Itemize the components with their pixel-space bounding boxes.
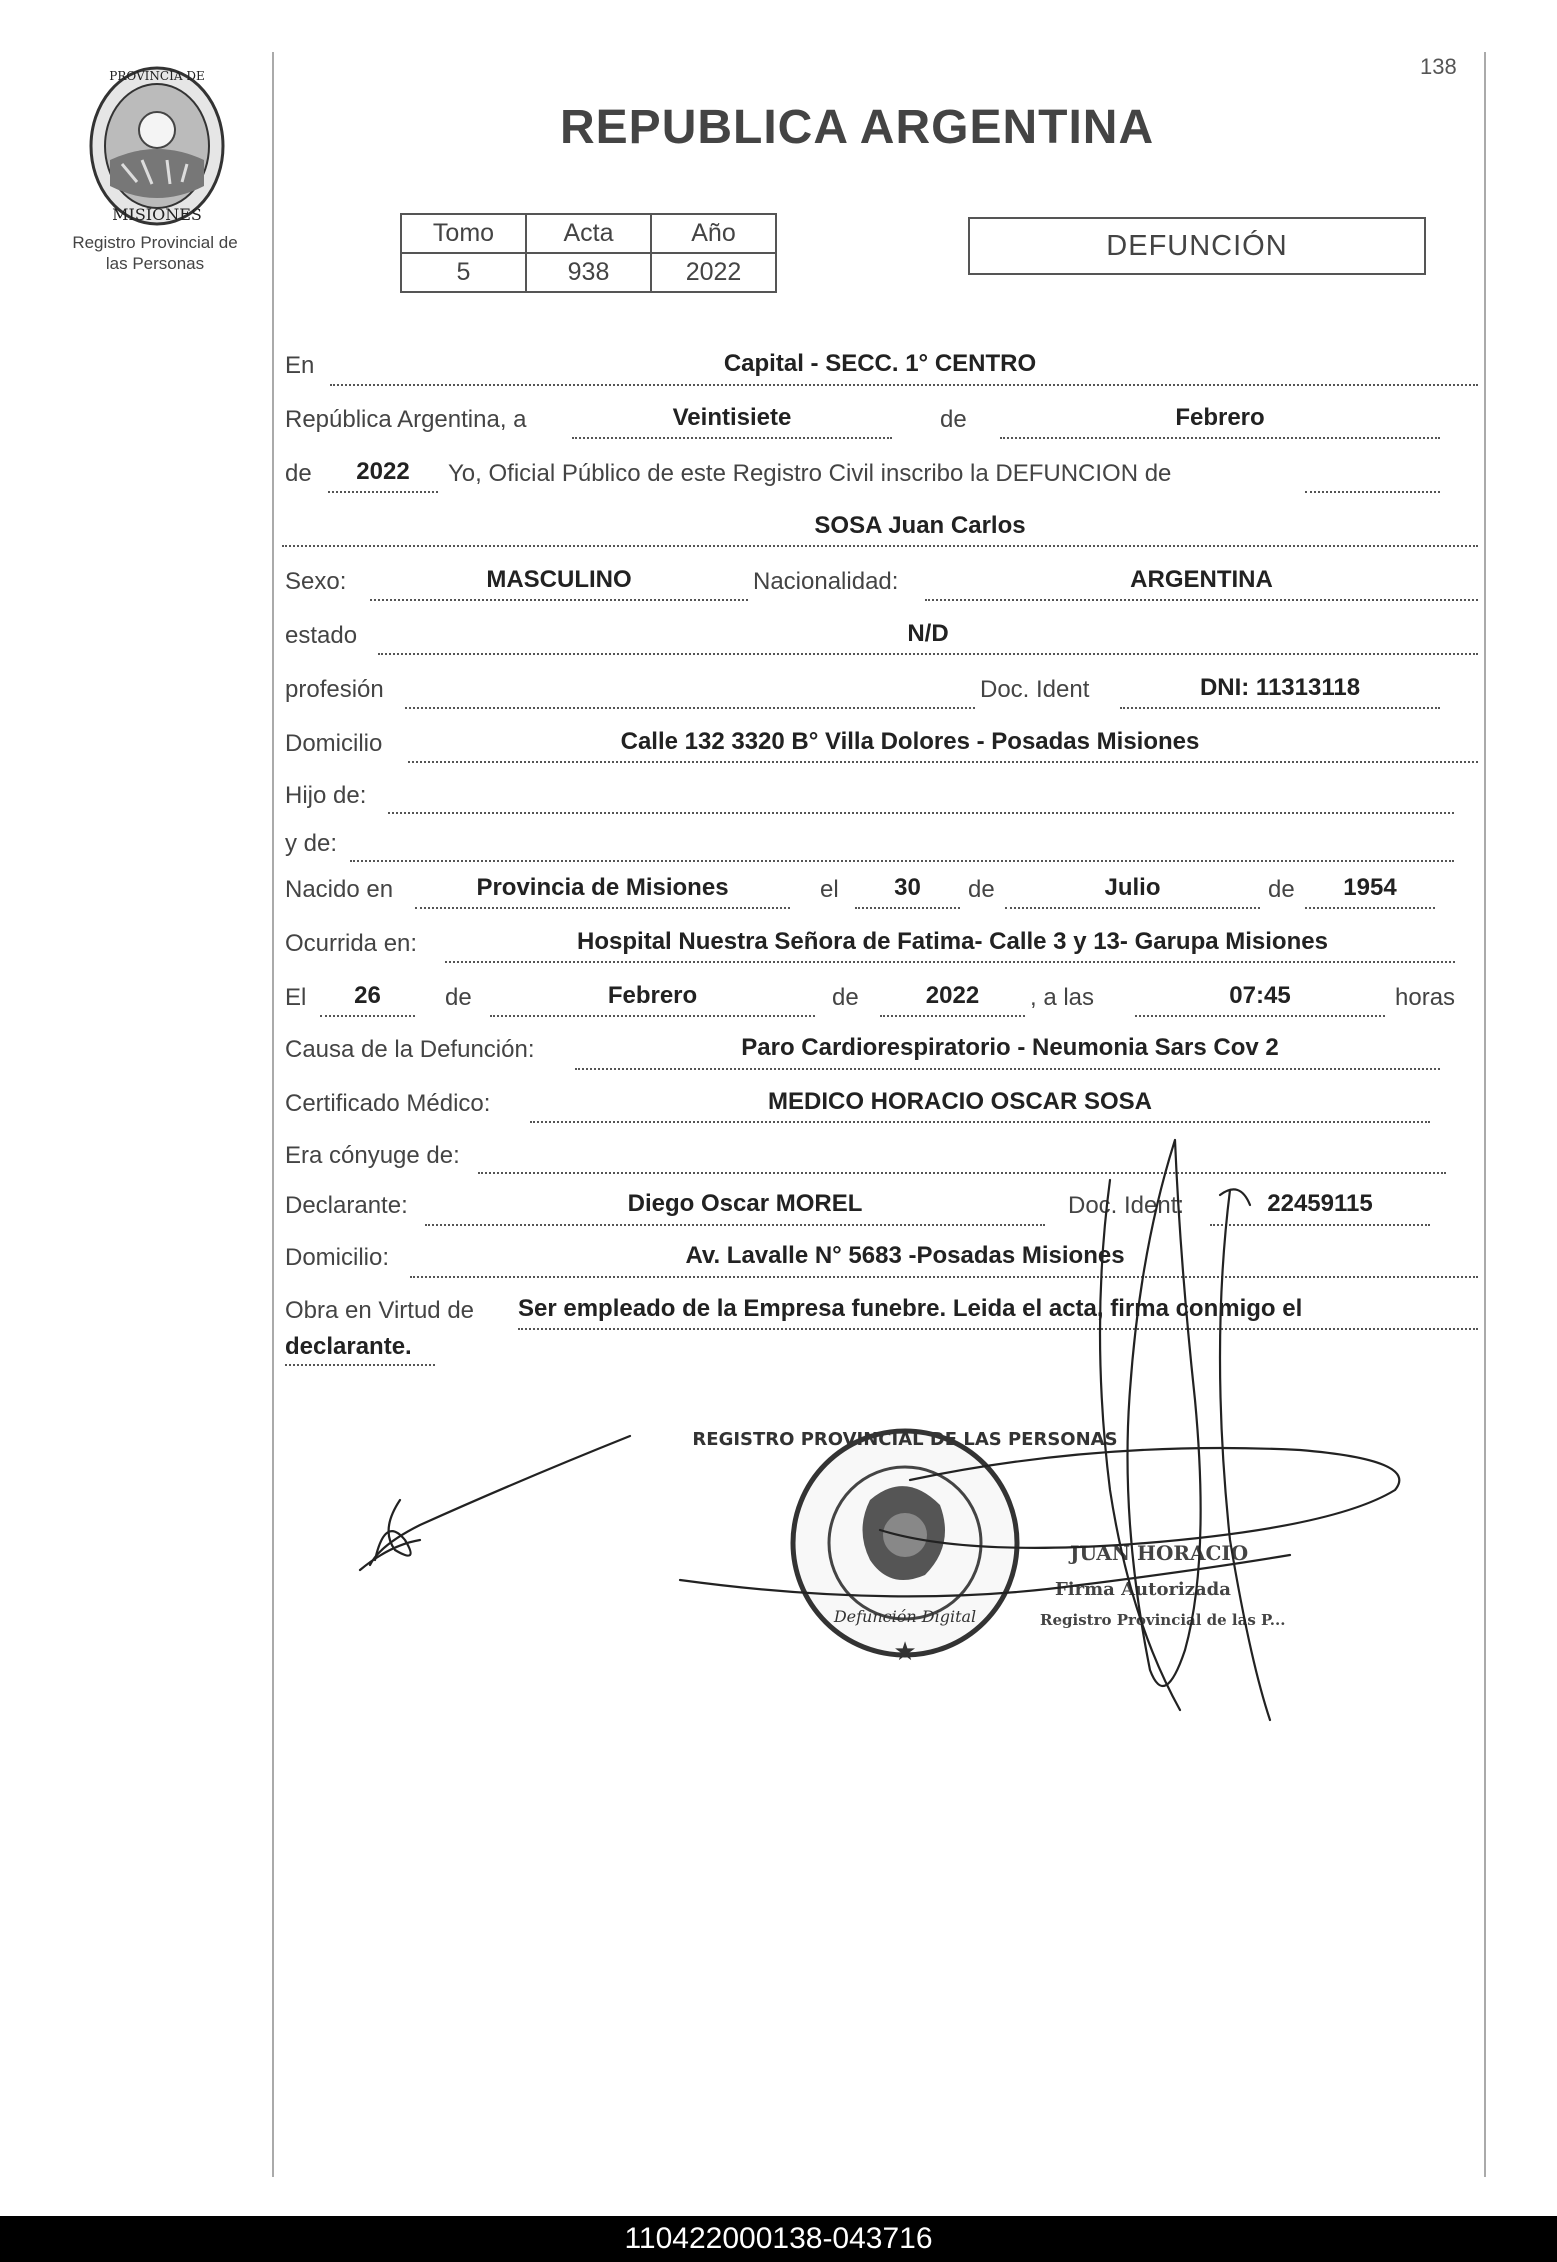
acta-header: Acta	[526, 214, 651, 253]
signature-stamp-name: JUAN HORACIO	[1070, 1541, 1249, 1565]
declarante-doc-value: 22459115	[1267, 1190, 1373, 1217]
ano-header: Año	[651, 214, 776, 253]
page-number: 138	[1420, 54, 1457, 79]
oficial-text: Yo, Oficial Público de este Registro Civil inscribo la DEFUNCION de	[448, 460, 1172, 487]
registry-label-line2: las Personas	[105, 254, 205, 273]
domicilio-value: Calle 132 3320 B° Villa Dolores - Posadas Misiones	[620, 728, 1200, 755]
domicilio2-label: Domicilio:	[285, 1244, 390, 1271]
declarante-value: Diego Oscar MOREL	[627, 1190, 863, 1217]
signature-stamp-line2: Firma Autorizada	[1055, 1579, 1231, 1600]
death-time: 07:45	[1229, 982, 1291, 1009]
tomo-header: Tomo	[401, 214, 526, 253]
nacionalidad-label: Nacionalidad:	[753, 568, 899, 595]
causa-value: Paro Cardiorespiratorio - Neumonia Sars Cov 2	[741, 1034, 1279, 1061]
republica-label: República Argentina, a	[285, 406, 527, 433]
nacido-value: Provincia de Misiones	[476, 874, 729, 901]
birth-year: 1954	[1343, 874, 1397, 901]
signature-stamp-line3: Registro Provincial de las P...	[1040, 1611, 1286, 1629]
obra-label: Obra en Virtud de	[285, 1297, 475, 1324]
de-label-5: de	[445, 984, 472, 1011]
month-text: Febrero	[1175, 404, 1265, 431]
obra-value: Ser empleado de la Empresa funebre. Leida el acta, firma conmigo el	[518, 1295, 1303, 1322]
estado-value: N/D	[907, 620, 949, 647]
nacionalidad-value: ARGENTINA	[1130, 566, 1273, 593]
ocurrida-value: Hospital Nuestra Señora de Fatima- Calle 3 y 13- Garupa Misiones	[577, 928, 1328, 955]
estado-label: estado	[285, 622, 358, 649]
declarante-label: Declarante:	[285, 1192, 408, 1219]
conyuge-label: Era cónyuge de:	[285, 1142, 460, 1169]
causa-label: Causa de la Defunción:	[285, 1036, 535, 1063]
hijo-label: Hijo de:	[285, 782, 367, 809]
certificado-value: MEDICO HORACIO OSCAR SOSA	[767, 1088, 1153, 1115]
document-type-box: DEFUNCIÓN	[968, 217, 1426, 275]
de-label-1: de	[940, 406, 967, 433]
seal-text: REGISTRO PROVINCIAL DE LAS PERSONAS	[692, 1429, 1118, 1450]
seal-inner-text: Defunción Digital	[833, 1607, 977, 1626]
birth-month: Julio	[1104, 874, 1161, 901]
death-day: 26	[354, 982, 381, 1009]
domicilio-label: Domicilio	[285, 730, 383, 757]
sexo-value: MASCULINO	[486, 566, 632, 593]
page-title: REPUBLICA ARGENTINA	[560, 101, 1155, 154]
death-year: 2022	[925, 982, 980, 1009]
birth-day: 30	[894, 874, 921, 901]
registry-label-line1: Registro Provincial de	[72, 233, 238, 252]
ocurrida-label: Ocurrida en:	[285, 930, 418, 957]
seal-star: ★	[893, 1636, 917, 1666]
de-label-6: de	[832, 984, 859, 1011]
en-value: Capital - SECC. 1° CENTRO	[723, 350, 1037, 377]
death-month: Febrero	[607, 982, 698, 1009]
year-value: 2022	[356, 458, 410, 485]
deceased-name: SOSA Juan Carlos	[814, 512, 1026, 539]
y-de-label: y de:	[285, 830, 338, 857]
obra-value-line2: declarante.	[285, 1333, 412, 1360]
en-label: En	[285, 352, 315, 379]
de-label-4: de	[1268, 876, 1295, 903]
barcode-number: 110422000138-043716	[0, 2216, 1557, 2262]
acta-value: 938	[526, 253, 651, 292]
svg-text:PROVINCIA DE: PROVINCIA DE	[109, 69, 205, 83]
doc-ident-value: DNI: 11313118	[1199, 674, 1361, 701]
declarante-doc-label: Doc. Ident:	[1068, 1192, 1185, 1219]
de-label-3: de	[968, 876, 995, 903]
domicilio2-value: Av. Lavalle N° 5683 -Posadas Misiones	[685, 1242, 1125, 1269]
sexo-label: Sexo:	[285, 568, 347, 595]
profesion-label: profesión	[285, 676, 384, 703]
doc-ident-label: Doc. Ident	[980, 676, 1090, 703]
ano-value: 2022	[651, 253, 776, 292]
de-label-2: de	[285, 460, 312, 487]
day-text: Veintisiete	[672, 404, 792, 431]
svg-text:MISIONES: MISIONES	[112, 205, 202, 224]
horas-label: horas	[1395, 984, 1456, 1011]
certificado-label: Certificado Médico:	[285, 1090, 491, 1117]
nacido-label: Nacido en	[285, 876, 394, 903]
el-label: el	[820, 876, 839, 903]
a-las-label: , a las	[1030, 984, 1095, 1011]
tomo-value: 5	[401, 253, 526, 292]
el-cap-label: El	[285, 984, 307, 1011]
